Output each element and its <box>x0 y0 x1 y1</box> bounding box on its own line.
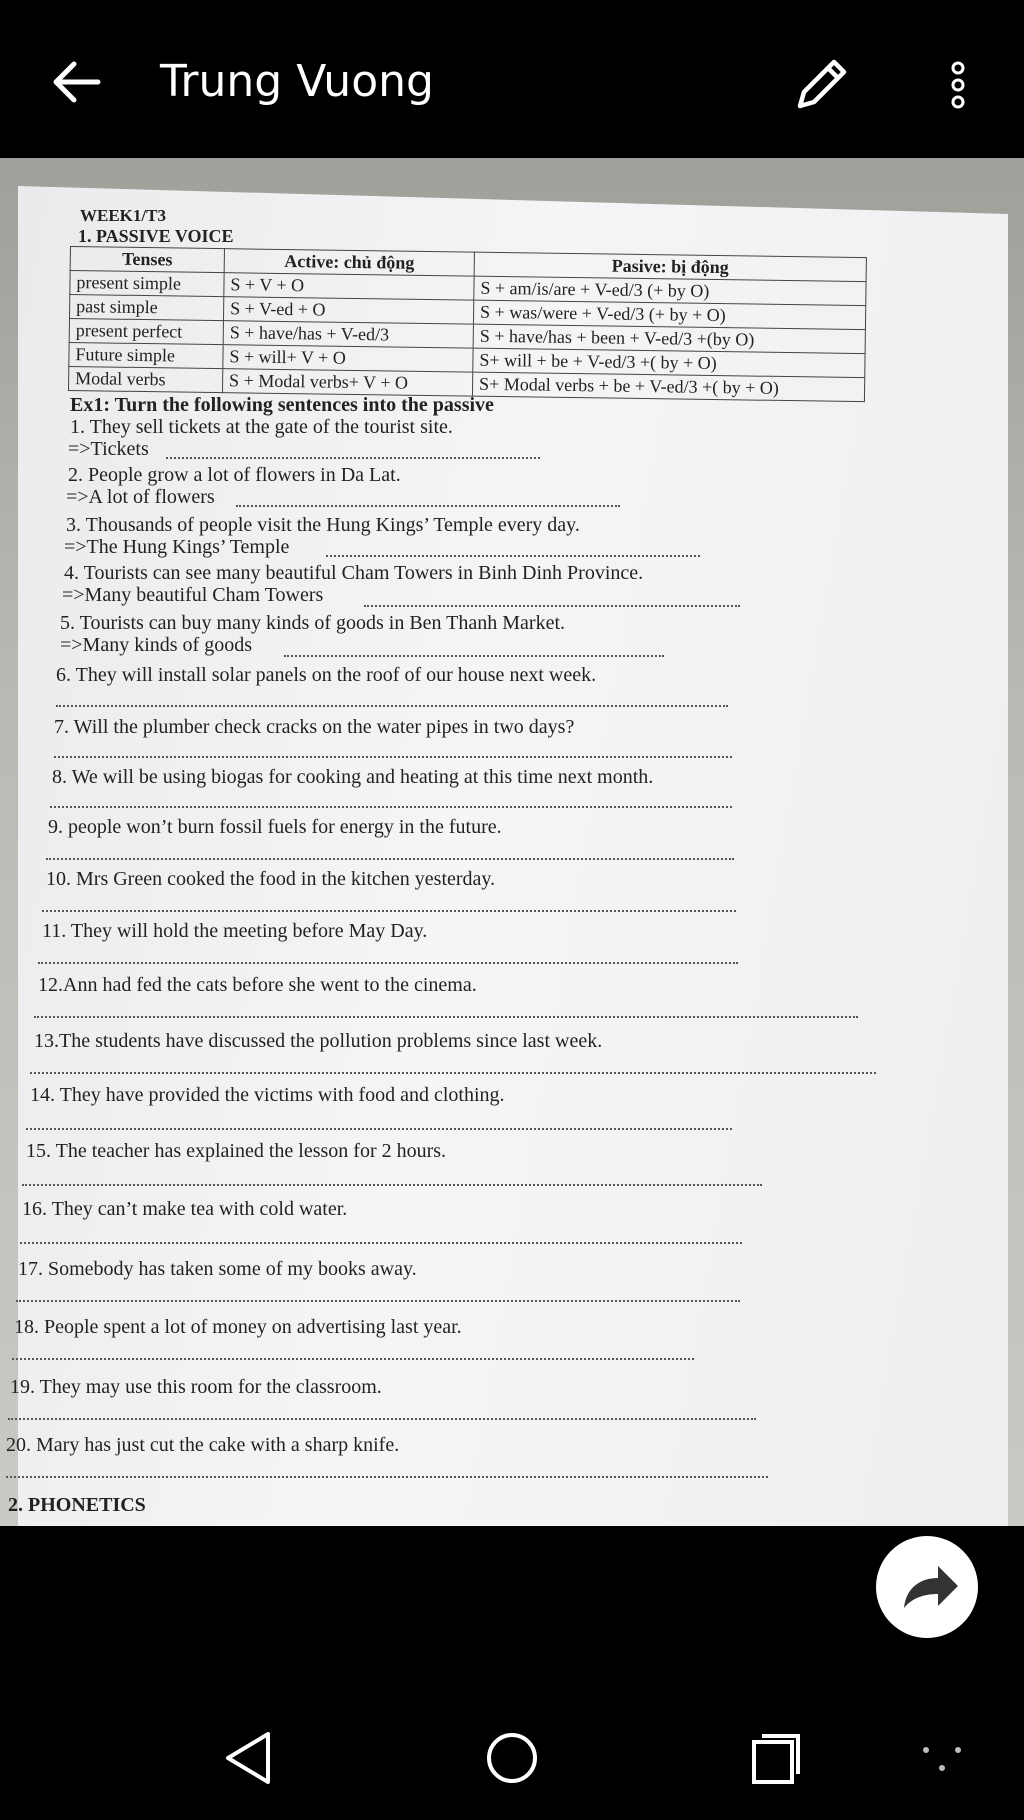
question-line: 15. The teacher has explained the lesson for 2 hours. <box>26 1140 447 1162</box>
photo-viewer[interactable] <box>0 158 1024 1526</box>
answer-line <box>22 1184 762 1186</box>
answer-line <box>12 1358 694 1360</box>
share-arrow-icon <box>876 1536 978 1638</box>
answer-line <box>326 555 700 557</box>
table-cell: S + V + O <box>224 273 474 300</box>
question-line: 10. Mrs Green cooked the food in the kitchen yesterday. <box>46 868 496 890</box>
question-line: 20. Mary has just cut the cake with a sharp knife. <box>6 1434 400 1456</box>
table-header: Active: chủ động <box>224 249 474 276</box>
share-button[interactable] <box>876 1536 978 1638</box>
nav-extra-dots-icon[interactable] <box>920 1744 964 1774</box>
question-line: 13.The students have discussed the pollution problems since last week. <box>34 1030 603 1052</box>
question-line: 9. people won’t burn fossil fuels for energy in the future. <box>48 816 502 838</box>
table-cell: S + am/is/are + V-ed/3 (+ by O) <box>474 276 866 305</box>
question-line: 8. We will be using biogas for cooking and heating at this time next month. <box>52 766 654 788</box>
week-label: WEEK1/T3 <box>80 206 166 225</box>
answer-line <box>236 505 620 507</box>
answer-prompt: =>Tickets <box>68 438 149 460</box>
answer-line <box>42 910 736 912</box>
table-cell: present perfect <box>69 318 223 344</box>
table-cell: S+ Modal verbs + be + V-ed/3 +( by + O) <box>472 372 864 401</box>
table-cell: S + will+ V + O <box>223 345 473 372</box>
table-header: Tenses <box>70 247 224 273</box>
nav-home-icon[interactable] <box>484 1730 540 1786</box>
section-passive-voice: 1. PASSIVE VOICE <box>78 226 234 246</box>
question-line: 6. They will install solar panels on the roof of our house next week. <box>56 664 597 686</box>
answer-line <box>26 1128 732 1130</box>
table-cell: Modal verbs <box>68 366 222 392</box>
answer-line <box>50 806 732 808</box>
system-nav-bar <box>0 1690 1024 1820</box>
answer-line <box>34 1016 858 1018</box>
table-cell: present simple <box>70 271 224 297</box>
table-cell: Future simple <box>69 342 223 368</box>
answer-prompt: =>Many beautiful Cham Towers <box>62 584 324 606</box>
question-line: 11. They will hold the meeting before May Day. <box>42 920 428 942</box>
question-line: 1. They sell tickets at the gate of the tourist site. <box>70 416 453 438</box>
answer-line <box>6 1476 768 1478</box>
nav-back-icon[interactable] <box>218 1726 278 1790</box>
table-cell: S+ will + be + V-ed/3 +( by + O) <box>473 348 865 377</box>
answer-line <box>30 1072 876 1074</box>
tenses-table <box>68 246 867 402</box>
table-cell: S + have/has + been + V-ed/3 +(by O) <box>473 324 865 353</box>
table-cell: S + have/has + V-ed/3 <box>223 321 473 348</box>
question-line: 3. Thousands of people visit the Hung Kings’ Temple every day. <box>66 514 580 536</box>
section-phonetics: 2. PHONETICS <box>8 1494 146 1516</box>
exercise-title: Ex1: Turn the following sentences into the passive <box>70 394 494 416</box>
answer-prompt: =>The Hung Kings’ Temple <box>64 536 290 558</box>
table-cell: S + V-ed + O <box>223 297 473 324</box>
answer-line <box>46 858 734 860</box>
answer-line <box>166 457 540 459</box>
answer-line <box>8 1418 756 1420</box>
answer-line <box>38 962 738 964</box>
question-line: 12.Ann had fed the cats before she went to the cinema. <box>38 974 477 996</box>
question-line: 4. Tourists can see many beautiful Cham Towers in Binh Dinh Province. <box>64 562 644 584</box>
answer-line <box>20 1242 742 1244</box>
answer-line <box>364 605 740 607</box>
question-line: 17. Somebody has taken some of my books away. <box>18 1258 417 1280</box>
answer-prompt: =>Many kinds of goods <box>60 634 253 656</box>
table-header: Pasive: bị động <box>474 252 866 281</box>
question-line: 14. They have provided the victims with food and clothing. <box>30 1084 505 1106</box>
answer-line <box>16 1300 740 1302</box>
pencil-icon[interactable] <box>788 52 854 118</box>
answer-prompt: =>A lot of flowers <box>66 486 215 508</box>
answer-line <box>284 655 664 657</box>
more-vert-icon[interactable] <box>940 52 976 118</box>
back-arrow-icon[interactable] <box>44 50 108 114</box>
question-line: 16. They can’t make tea with cold water. <box>22 1198 348 1220</box>
worksheet <box>0 158 1024 1526</box>
question-line: 7. Will the plumber check cracks on the water pipes in two days? <box>54 716 575 738</box>
table-cell: past simple <box>69 295 223 321</box>
answer-line <box>56 705 728 707</box>
table-cell: S + was/were + V-ed/3 (+ by + O) <box>473 300 865 329</box>
question-line: 2. People grow a lot of flowers in Da Lat. <box>68 464 401 486</box>
page-title: Trung Vuong <box>160 56 434 107</box>
nav-recents-icon[interactable] <box>748 1730 804 1786</box>
app-bar <box>0 0 1024 158</box>
table-cell: S + Modal verbs+ V + O <box>222 369 472 396</box>
question-line: 18. People spent a lot of money on advertising last year. <box>14 1316 462 1338</box>
question-line: 5. Tourists can buy many kinds of goods in Ben Thanh Market. <box>60 612 566 634</box>
answer-line <box>54 756 732 758</box>
question-line: 19. They may use this room for the classroom. <box>10 1376 382 1398</box>
